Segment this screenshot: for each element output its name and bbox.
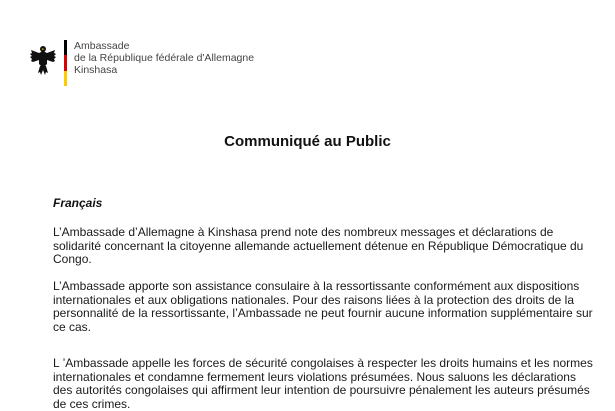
letterhead-text [74,40,254,76]
federal-eagle-icon [30,44,56,76]
letterhead-line-ambassade: Ambassade [74,40,130,52]
flag-stripe-black [64,40,67,55]
paragraph-2: L’Ambassade apporte son assistance consulaire à la ressortissante conformément aux dispositions internationales et aux obligations nationales. Pour des raisons liées à la protection des droits de la personnalité de la ressortissante, l’Ambassade ne peut fournir aucune information supplémentaire sur ce cas. [53,279,593,334]
letterhead-line-city: Kinshasa [74,64,118,76]
paragraph-1: L’Ambassade d’Allemagne à Kinshasa prend note des nombreux messages et déclarations de solidarité concernant la citoyenne allemande actuellement détenue en République Démocratique du Congo. [53,225,584,267]
language-heading: Français [53,196,103,210]
flag-stripe-gold [64,71,67,86]
flag-stripe-red [64,55,67,70]
letterhead-line-country: de la République fédérale d'Allemagne [74,52,255,64]
page-title: Communiqué au Public [224,133,391,150]
german-flag-bar [64,40,67,86]
paragraph-3: L ’Ambassade appelle les forces de sécurité congolaises à respecter les droits humains et les normes internationales et condamne fermement leurs violations présumées. Nous saluons les déclarations des autorités congolaises qui affirment leur intention de poursuivre pénalement les auteurs présumés de ces crimes. [53,356,593,411]
